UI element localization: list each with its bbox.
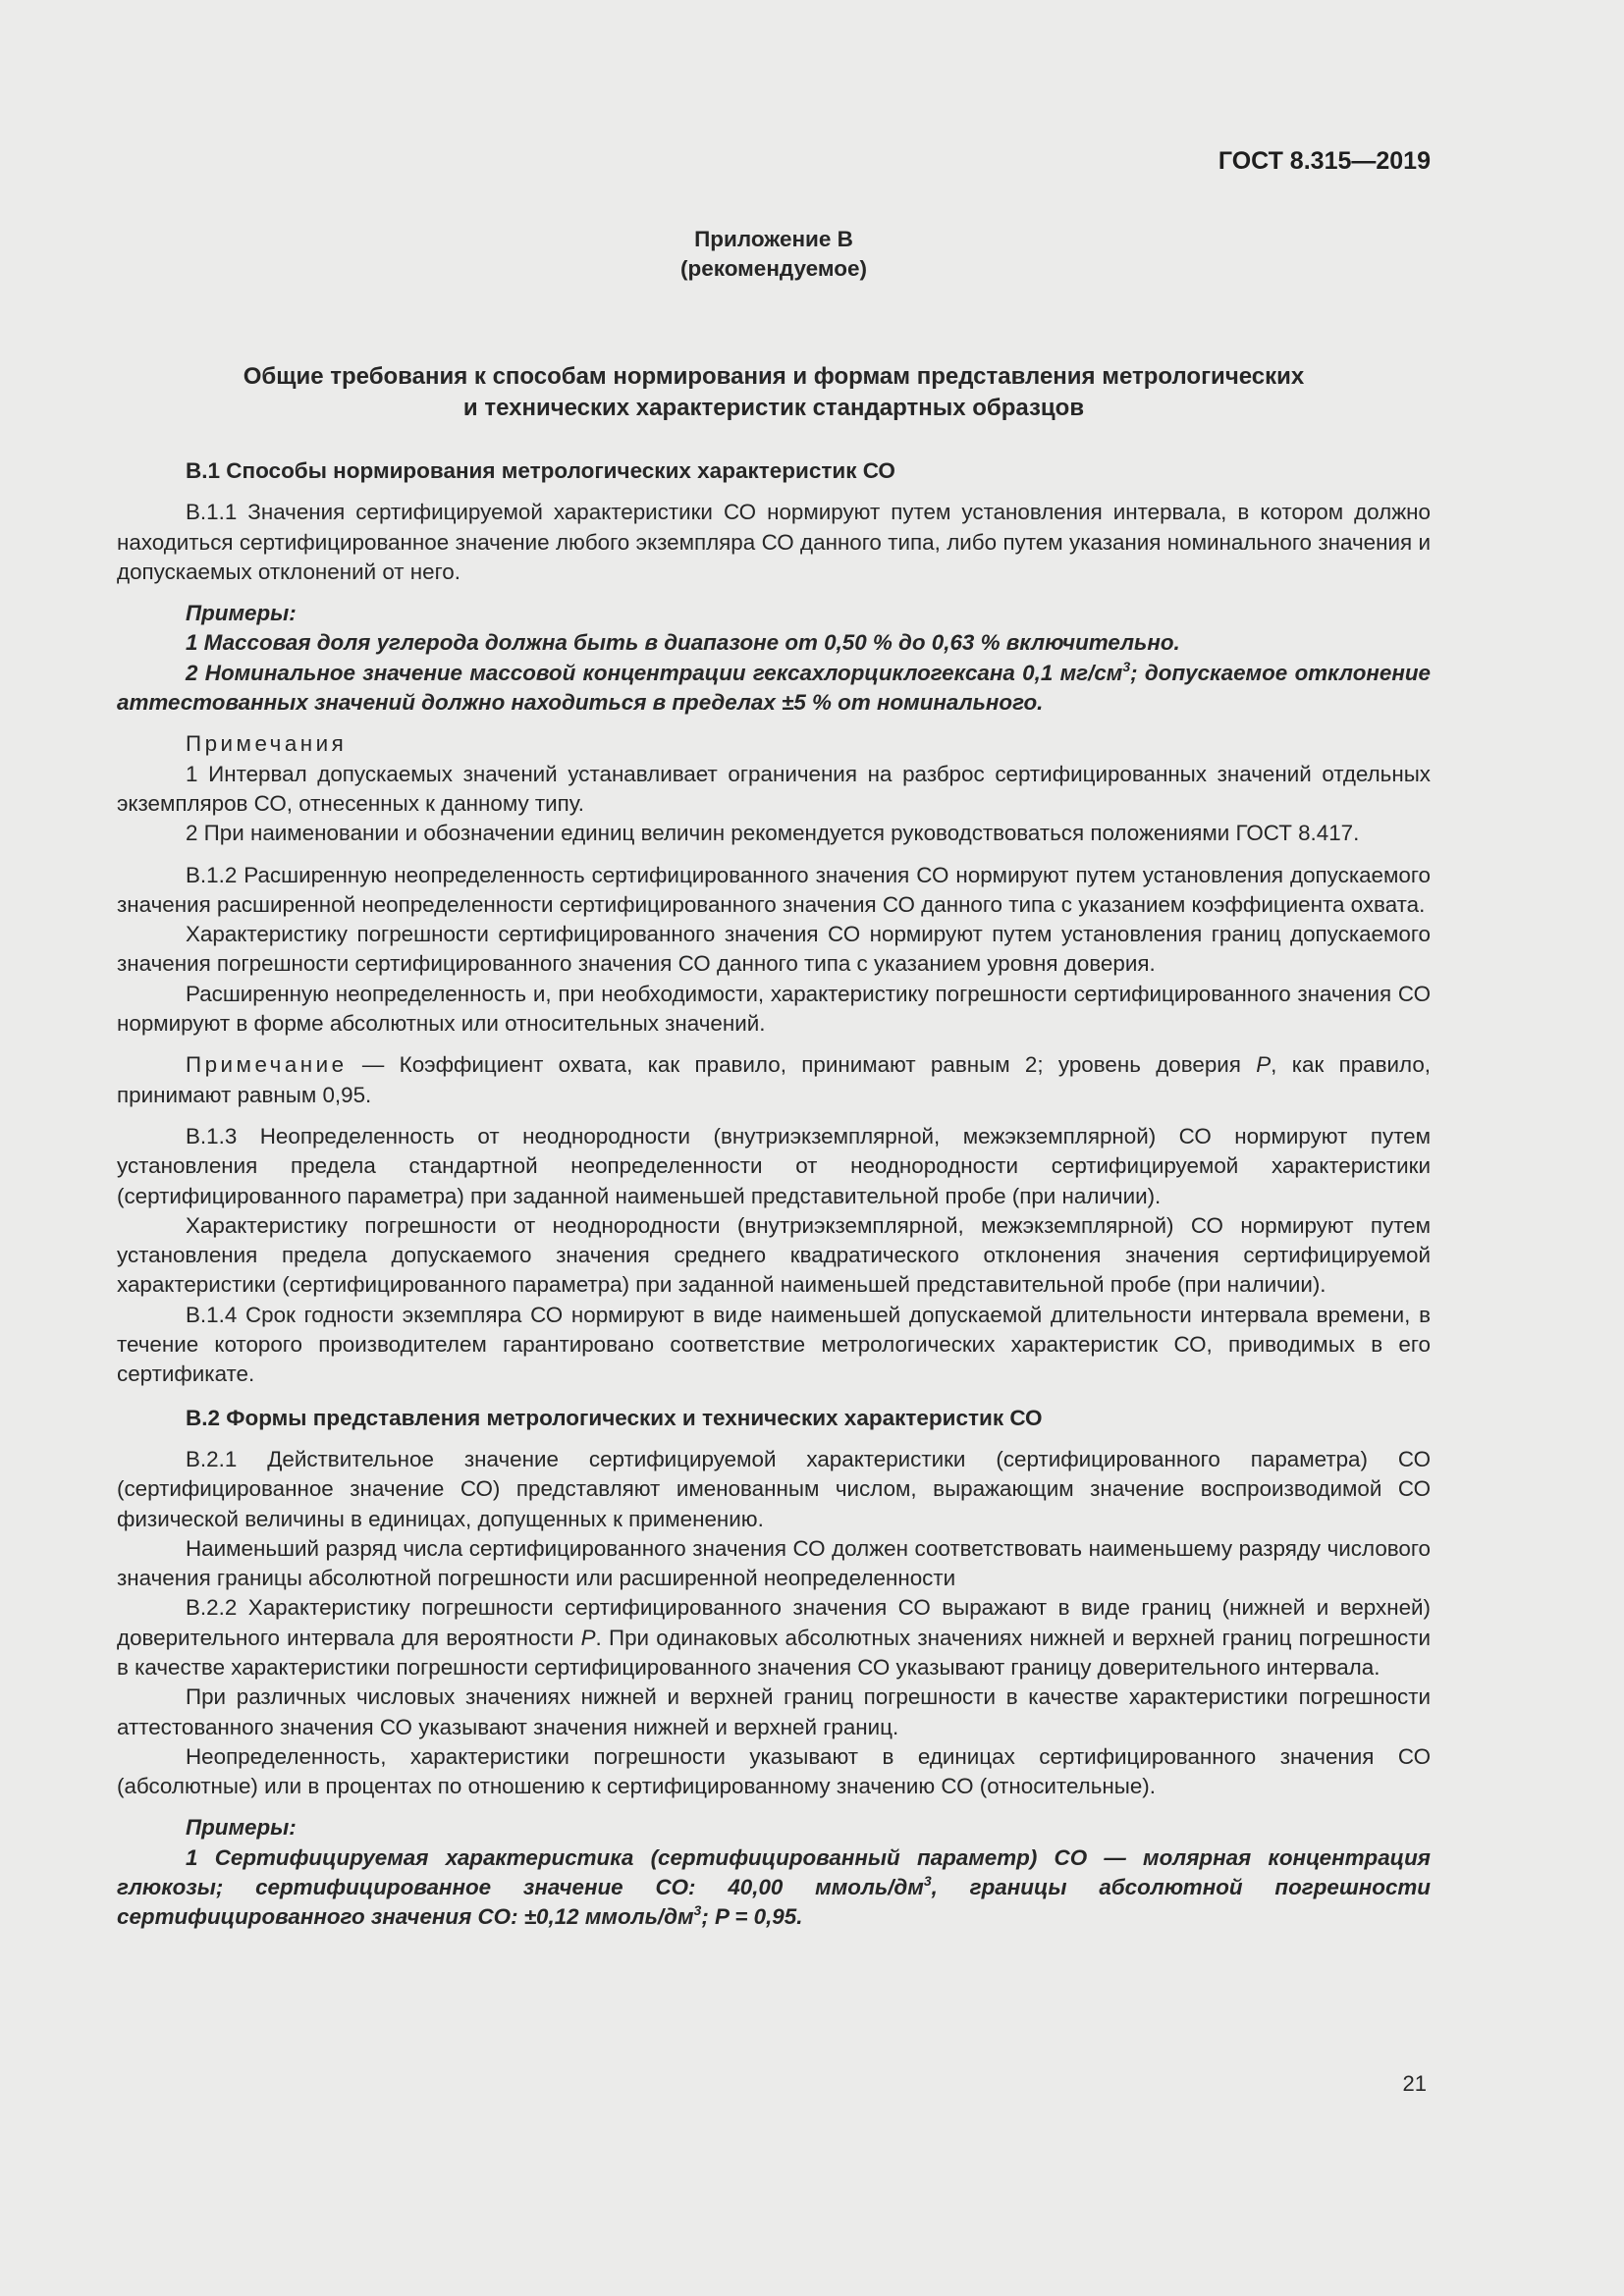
b-2-2-text-b: . При одинаковых абсолютных значениях нижней и верхней границ погрешности в качестве характеристики погрешности сертифицированного значения СО указывают границу доверительного интервала.	[117, 1625, 1431, 1680]
document-page	[117, 0, 1431, 2296]
note-3-text-b: , как правило, принимают равным 0,95.	[117, 1052, 1431, 1107]
b-2-2-text-a: В.2.2 Характеристику погрешности сертифицированного значения СО выражают в виде границ (нижней и верхней) доверительного интервала для вероятности	[117, 1595, 1431, 1650]
example-2-text-b: ; допускаемое отклонение аттестованных значений должно находиться в пределах ±5 % от номинального.	[117, 660, 1431, 716]
note-2: 2 При наименовании и обозначении единиц величин рекомендуется руководствоваться положениями ГОСТ 8.417.	[186, 821, 1360, 846]
paragraph-b-2-2-units: Неопределенность, характеристики погрешности указывают в единицах сертифицированного значения СО (абсолютные) или в процентах по отношению к сертифицированному значению СО (относительные).	[117, 1743, 1431, 1799]
example-glucose-text-a: 1 Сертифицируемая характеристика (сертифицированный параметр) СО — молярная концентрация глюкозы; сертифицированное значение СО: 40,00 ммоль/дм	[117, 1844, 1431, 1900]
note-1: 1 Интервал допускаемых значений устанавливает ограничения на разброс сертифицированных значений отдельных экземпляров СО, отнесенных к данному типу.	[117, 761, 1431, 816]
standard-code: ГОСТ 8.315—2019	[1218, 147, 1431, 175]
paragraph-b-1-2-error: Характеристику погрешности сертифицированного значения СО нормируют путем установления границ допускаемого значения погрешности сертифицированного значения СО данного типа с указанием уровня доверия.	[117, 922, 1431, 977]
paragraph-b-1-4: В.1.4 Срок годности экземпляра СО нормируют в виде наименьшей допускаемой длительности интервала времени, в течение которого производителем гарантировано соответствие метрологических характеристик СО, приводимых в его сертификате.	[117, 1302, 1431, 1387]
note-3-text-a: — Коэффициент охвата, как правило, принимают равным 2; уровень доверия	[347, 1052, 1257, 1078]
main-title-line-1: Общие требования к способам нормирования и формам представления метрологических	[243, 363, 1305, 390]
note-3-symbol: P	[1256, 1052, 1272, 1078]
example-glucose-sup-1: 3	[923, 1873, 932, 1890]
section-b1-heading: В.1 Способы нормирования метрологических характеристик СО	[186, 458, 895, 483]
example-glucose-sup-2: 3	[693, 1902, 702, 1919]
annex-status: (рекомендуемое)	[680, 256, 867, 281]
example-2	[117, 659, 1431, 719]
document-body	[117, 456, 1431, 1933]
examples-label-2: Примеры:	[186, 1815, 297, 1841]
paragraph-b-1-1: В.1.1 Значения сертифицируемой характеристики СО нормируют путем установления интервала, в котором должно находиться сертифицированное значение любого экземпляра СО данного типа, либо путем указания номинального значения и допускаемых отклонений от него.	[117, 500, 1431, 584]
paragraph-b-1-2: В.1.2 Расширенную неопределенность сертифицированного значения СО нормируют путем установления допускаемого значения расширенной неопределенности сертифицированного значения СО данного типа с указанием коэффициента охвата.	[117, 862, 1431, 917]
example-glucose-text-b: , границы абсолютной погрешности сертифицированного значения СО: ±0,12 ммоль/дм	[117, 1875, 1431, 1930]
example-glucose	[117, 1843, 1431, 1933]
annex-main-title	[117, 361, 1431, 424]
paragraph-b-1-3: В.1.3 Неопределенность от неоднородности (внутриэкземплярной, межэкземплярной) СО нормируют путем установления предела стандартной неопределенности от неоднородности сертифицируемой характеристики (сертифицированного параметра) при заданной наименьшей представительной пробе (при наличии).	[117, 1123, 1431, 1208]
example-2-superscript: 3	[1122, 658, 1131, 674]
annex-title: Приложение В	[694, 227, 853, 251]
example-1: 1 Массовая доля углерода должна быть в диапазоне от 0,50 % до 0,63 % включительно.	[186, 630, 1180, 656]
paragraph-b-1-2-form: Расширенную неопределенность и, при необходимости, характеристику погрешности сертифицированного значения СО нормируют в форме абсолютных или относительных значений.	[117, 981, 1431, 1037]
notes-label: Примечания	[186, 731, 348, 757]
paragraph-b-2-2	[117, 1593, 1431, 1682]
note-3-label: Примечание	[186, 1052, 348, 1078]
paragraph-b-2-1: В.2.1 Действительное значение сертифицируемой характеристики (сертифицированного параметра) СО (сертифицированное значение СО) представляют именованным числом, выражающим значение воспроизводимой СО физической величины в единицах, допущенных к применению.	[117, 1446, 1431, 1531]
paragraph-b-1-3-error: Характеристику погрешности от неоднородности (внутриэкземплярной, межэкземплярной) СО нормируют путем установления предела допускаемого значения среднего квадратического отклонения значения сертифицируемой характеристики (сертифицированного параметра) при заданной наименьшей представительной пробе (при наличии).	[117, 1212, 1431, 1298]
section-b2-heading: В.2 Формы представления метрологических и технических характеристик СО	[186, 1405, 1043, 1430]
note-coverage-factor	[117, 1050, 1431, 1110]
annex-heading	[117, 225, 1431, 284]
paragraph-b-2-2-different: При различных числовых значениях нижней и верхней границ погрешности в качестве характеристики погрешности аттестованного значения СО указывают значения нижней и верхней границ.	[117, 1684, 1431, 1739]
b-2-2-symbol: P	[580, 1625, 596, 1650]
examples-label: Примеры:	[186, 601, 297, 626]
example-glucose-text-c: ; P = 0,95.	[701, 1904, 803, 1930]
example-2-text-a: 2 Номинальное значение массовой концентрации гексахлорциклогексана 0,1 мг/см	[186, 660, 1123, 685]
page-number: 21	[1402, 2071, 1427, 2096]
main-title-line-2: и технических характеристик стандартных образцов	[462, 395, 1085, 421]
paragraph-b-2-1-digits: Наименьший разряд числа сертифицированного значения СО должен соответствовать наименьшему разряду числового значения границы абсолютной погрешности или расширенной неопределенности	[117, 1535, 1431, 1591]
